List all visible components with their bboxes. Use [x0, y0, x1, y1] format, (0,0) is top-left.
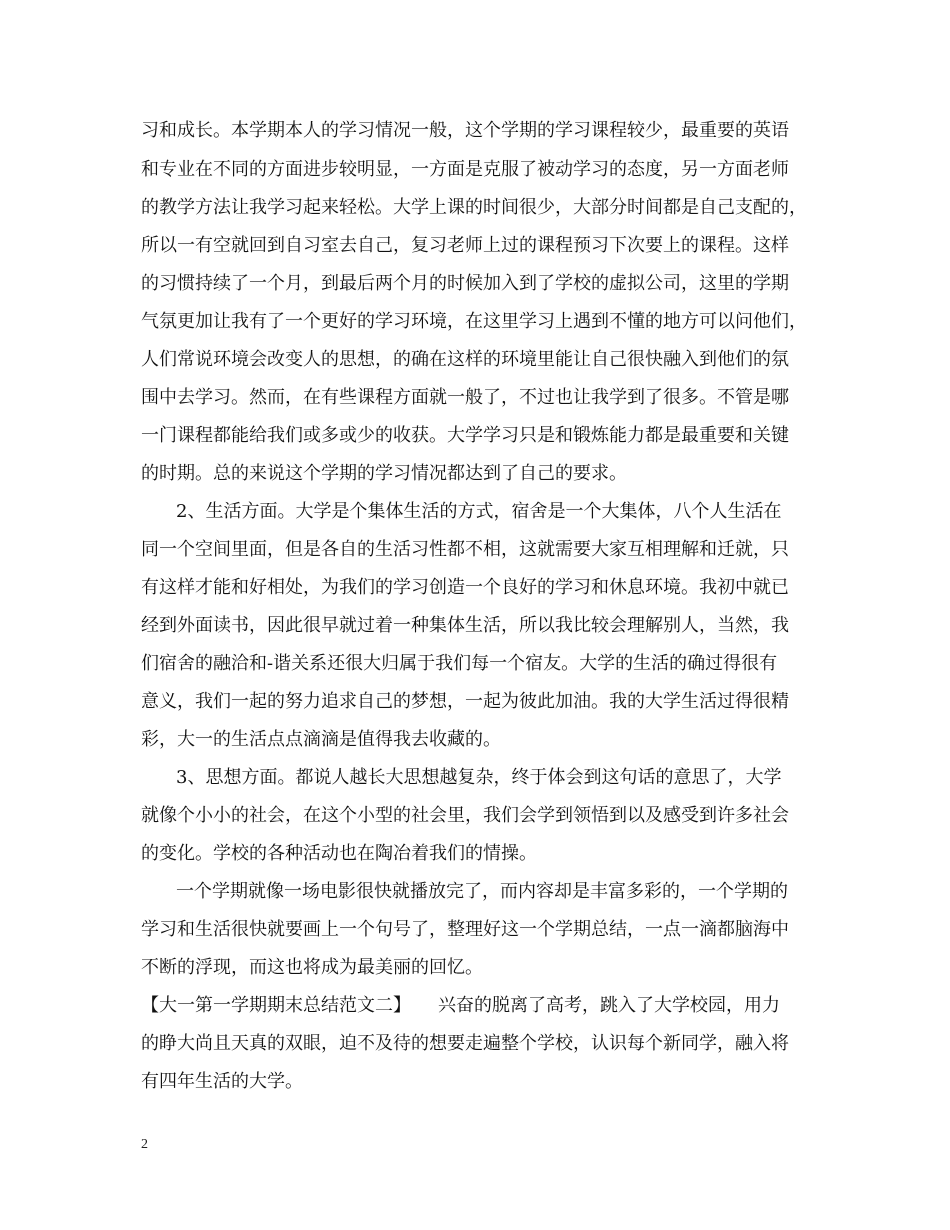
text-line: 不断的浮现，而这也将成为最美丽的回忆。 [141, 957, 483, 978]
text-line: 有四年生活的大学。 [141, 1071, 303, 1092]
section-heading-sample-two: 【大一第一学期期末总结范文二】 兴奋的脱离了高考，跳入了大学校园，用力 [141, 995, 780, 1016]
text-line: 就像个小小的社会，在这个小型的社会里，我们会学到领悟到以及感受到许多社会 [141, 805, 789, 826]
text-line: 所以一有空就回到自习室去自己，复习老师上过的课程预习下次要上的课程。这样 [141, 235, 789, 256]
page-number: 2 [141, 1137, 148, 1152]
text-line: 有这样才能和好相处，为我们的学习创造一个良好的学习和休息环境。我初中就已 [141, 577, 789, 598]
text-line: 学习和生活很快就要画上一个句号了，整理好这一个学期总结，一点一滴都脑海中 [141, 919, 789, 940]
text-line: 的时期。总的来说这个学期的学习情况都达到了自己的要求。 [141, 463, 627, 484]
text-line: 和专业在不同的方面进步较明显，一方面是克服了被动学习的态度，另一方面老师 [141, 159, 789, 180]
text-line: 们宿舍的融洽和-谐关系还很大归属于我们每一个宿友。大学的生活的确过得很有 [141, 653, 778, 674]
text-line: 人们常说环境会改变人的思想，的确在这样的环境里能让自己很快融入到他们的氛 [141, 349, 789, 370]
text-line: 的睁大尚且天真的双眼，迫不及待的想要走遍整个学校，认识每个新同学，融入将 [141, 1033, 789, 1054]
text-line: 气氛更加让我有了一个更好的学习环境，在这里学习上遇到不懂的地方可以问他们， [141, 311, 807, 332]
text-line: 同一个空间里面，但是各自的生活习性都不相，这就需要大家互相理解和迁就，只 [141, 539, 789, 560]
text-line: 经到外面读书，因此很早就过着一种集体生活，所以我比较会理解别人，当然，我 [141, 615, 789, 636]
text-line: 的变化。学校的各种活动也在陶冶着我们的情操。 [141, 843, 537, 864]
text-line: 围中去学习。然而，在有些课程方面就一般了，不过也让我学到了很多。不管是哪 [141, 387, 789, 408]
section-heading-life: 2、生活方面。大学是个集体生活的方式，宿舍是一个大集体，八个人生活在 [176, 501, 782, 522]
text-line: 彩，大一的生活点点滴滴是值得我去收藏的。 [141, 729, 501, 750]
text-line: 一门课程都能给我们或多或少的收获。大学学习只是和锻炼能力都是最重要和关键 [141, 425, 789, 446]
text-line: 的教学方法让我学习起来轻松。大学上课的时间很少，大部分时间都是自己支配的， [141, 197, 807, 218]
text-line: 习和成长。本学期本人的学习情况一般，这个学期的学习课程较少，最重要的英语 [141, 120, 789, 141]
section-heading-thought: 3、思想方面。都说人越长大思想越复杂，终于体会到这句话的意思了，大学 [176, 767, 782, 788]
text-line: 的习惯持续了一个月，到最后两个月的时候加入到了学校的虚拟公司，这里的学期 [141, 273, 789, 294]
text-line: 意义，我们一起的努力追求自己的梦想，一起为彼此加油。我的大学生活过得很精 [141, 691, 789, 712]
text-line: 一个学期就像一场电影很快就播放完了，而内容却是丰富多彩的，一个学期的 [176, 881, 788, 902]
